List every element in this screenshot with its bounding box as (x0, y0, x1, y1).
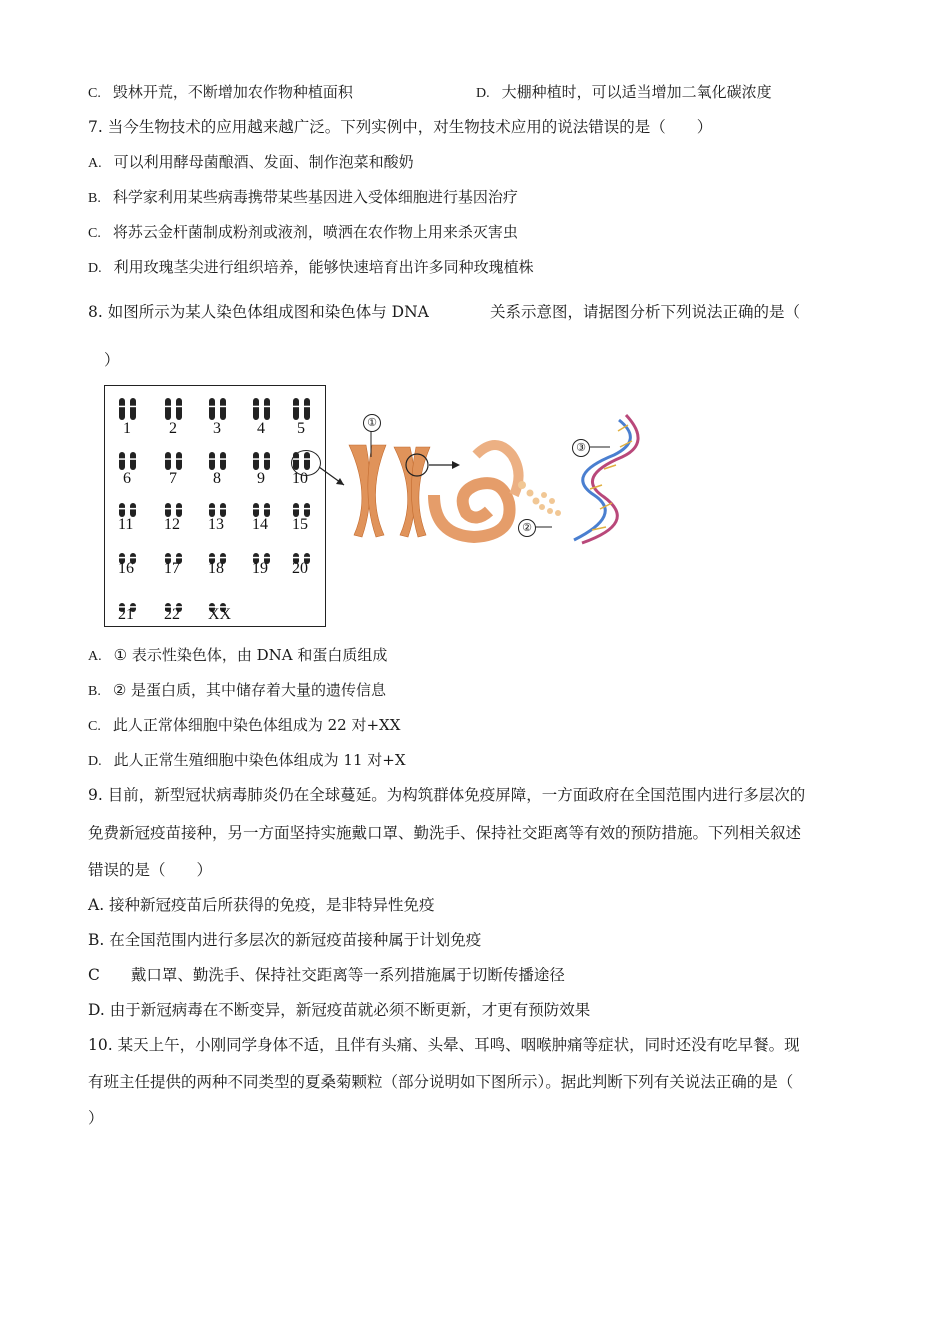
karyotype-number: 4 (257, 420, 265, 437)
option-text: ② 是蛋白质，其中储存着大量的遗传信息 (112, 681, 387, 699)
karyotype-number: 3 (213, 420, 221, 437)
karyotype-number: 18 (208, 560, 224, 577)
coiled-chromatin (434, 445, 519, 537)
nucleosome-beads (518, 481, 561, 516)
karyotype-number: 21 (118, 606, 134, 623)
label-1: ① (363, 414, 381, 432)
q7-option-a (88, 152, 414, 174)
q7-stem: 7. 当今生物技术的应用越来越广泛。下列实例中，对生物技术应用的说法错误的是（ ） (88, 118, 713, 136)
karyotype-number: 2 (169, 420, 177, 437)
karyotype-number: 1 (123, 420, 131, 437)
option-letter: C. (88, 226, 101, 241)
q10-stem-line-3: ） (88, 1109, 104, 1127)
option-text: 此人正常体细胞中染色体组成为 22 对+XX (112, 716, 401, 734)
x-chromosome-pair (349, 445, 430, 537)
karyotype-number: 6 (123, 470, 131, 487)
q8-option-c (88, 715, 400, 737)
karyotype-number: 19 (252, 560, 268, 577)
q10-stem-line-1: 10. 某天上午，小刚同学身体不适，且伴有头痛、头晕、耳鸣、咽喉肿痛等症状，同时还没有吃早餐。现 (88, 1036, 800, 1054)
option-letter: B. (88, 684, 101, 699)
karyotype-number: 8 (213, 470, 221, 487)
karyotype-number: 7 (169, 470, 177, 487)
q9-option-d: D. 由于新冠病毒在不断变异，新冠疫苗就必须不断更新，才更有预防效果 (88, 1001, 591, 1019)
q7-option-d (88, 257, 534, 279)
q9-stem-line-1: 9. 目前，新型冠状病毒肺炎仍在全球蔓延。为构筑群体免疫屏障，一方面政府在全国范围内进行多层次的 (88, 786, 806, 804)
karyotype-number: 10 (292, 470, 308, 487)
label-3: ③ (572, 439, 590, 457)
option-text: 毁林开荒，不断增加农作物种植面积 (112, 83, 353, 101)
q10-stem-line-2: 有班主任提供的两种不同类型的夏桑菊颗粒（部分说明如下图所示）。据此判断下列有关说法正确的是（ (88, 1073, 794, 1091)
q9-option-a: A. 接种新冠疫苗后所获得的免疫，是非特异性免疫 (88, 896, 435, 914)
karyotype-number: 14 (252, 516, 268, 533)
option-letter: D. (476, 86, 490, 101)
dna-double-helix (574, 415, 638, 543)
q8-option-d (88, 750, 406, 772)
karyotype-number: 22 (164, 606, 180, 623)
option-text: 科学家利用某些病毒携带某些基因进入受体细胞进行基因治疗 (112, 188, 518, 206)
option-text: 将苏云金杆菌制成粉剂或液剂，喷洒在农作物上用来杀灭害虫 (112, 223, 518, 241)
karyotype-number: 16 (118, 560, 134, 577)
q8-stem-part3: ） (104, 351, 120, 369)
q7-option-b (88, 187, 518, 209)
q8-option-a (88, 645, 387, 667)
arrow-head (336, 478, 344, 485)
option-text: 大棚种植时，可以适当增加二氧化碳浓度 (501, 83, 772, 101)
q6-option-d (476, 82, 772, 104)
q6-option-c (88, 82, 353, 104)
option-letter: D. (88, 261, 102, 276)
q7-option-c (88, 222, 518, 244)
option-text: ① 表示性染色体，由 DNA 和蛋白质组成 (113, 646, 388, 664)
option-letter: A. (88, 649, 102, 664)
option-letter: C. (88, 86, 101, 101)
option-letter: C. (88, 719, 101, 734)
karyotype-number: 13 (208, 516, 224, 533)
chromosome-figure (104, 385, 644, 630)
q9-stem-line-2: 免费新冠疫苗接种，另一方面坚持实施戴口罩、勤洗手、保持社交距离等有效的预防措施。下列相关叙述 (88, 824, 802, 842)
option-letter: D. (88, 754, 102, 769)
option-letter: A. (88, 156, 102, 171)
karyotype-number: 5 (297, 420, 305, 437)
karyotype-number: 20 (292, 560, 308, 577)
karyotype-number: 15 (292, 516, 308, 533)
karyotype-number: 17 (164, 560, 180, 577)
karyotype-number: XX (208, 606, 232, 623)
q8-stem-part1: 8. 如图所示为某人染色体组成图和染色体与 DNA (88, 303, 429, 321)
karyotype-number: 9 (257, 470, 265, 487)
q9-option-b: B. 在全国范围内进行多层次的新冠疫苗接种属于计划免疫 (88, 931, 482, 949)
dna-base-pairs (590, 425, 632, 530)
karyotype-number: 11 (118, 516, 134, 533)
label-2: ② (518, 519, 536, 537)
q8-stem-part2: 关系示意图，请据图分析下列说法正确的是（ (490, 303, 801, 321)
option-text: 可以利用酵母菌酿酒、发面、制作泡菜和酸奶 (113, 153, 414, 171)
karyotype-number: 12 (164, 516, 180, 533)
q8-option-b (88, 680, 386, 702)
q9-stem-line-3: 错误的是（ ） (88, 861, 213, 879)
option-letter: B. (88, 191, 101, 206)
q9-option-c: C 戴口罩、勤洗手、保持社交距离等一系列措施属于切断传播途径 (88, 966, 565, 984)
option-text: 此人正常生殖细胞中染色体组成为 11 对+X (113, 751, 406, 769)
option-text: 利用玫瑰茎尖进行组织培养，能够快速培育出许多同种玫瑰植株 (113, 258, 534, 276)
